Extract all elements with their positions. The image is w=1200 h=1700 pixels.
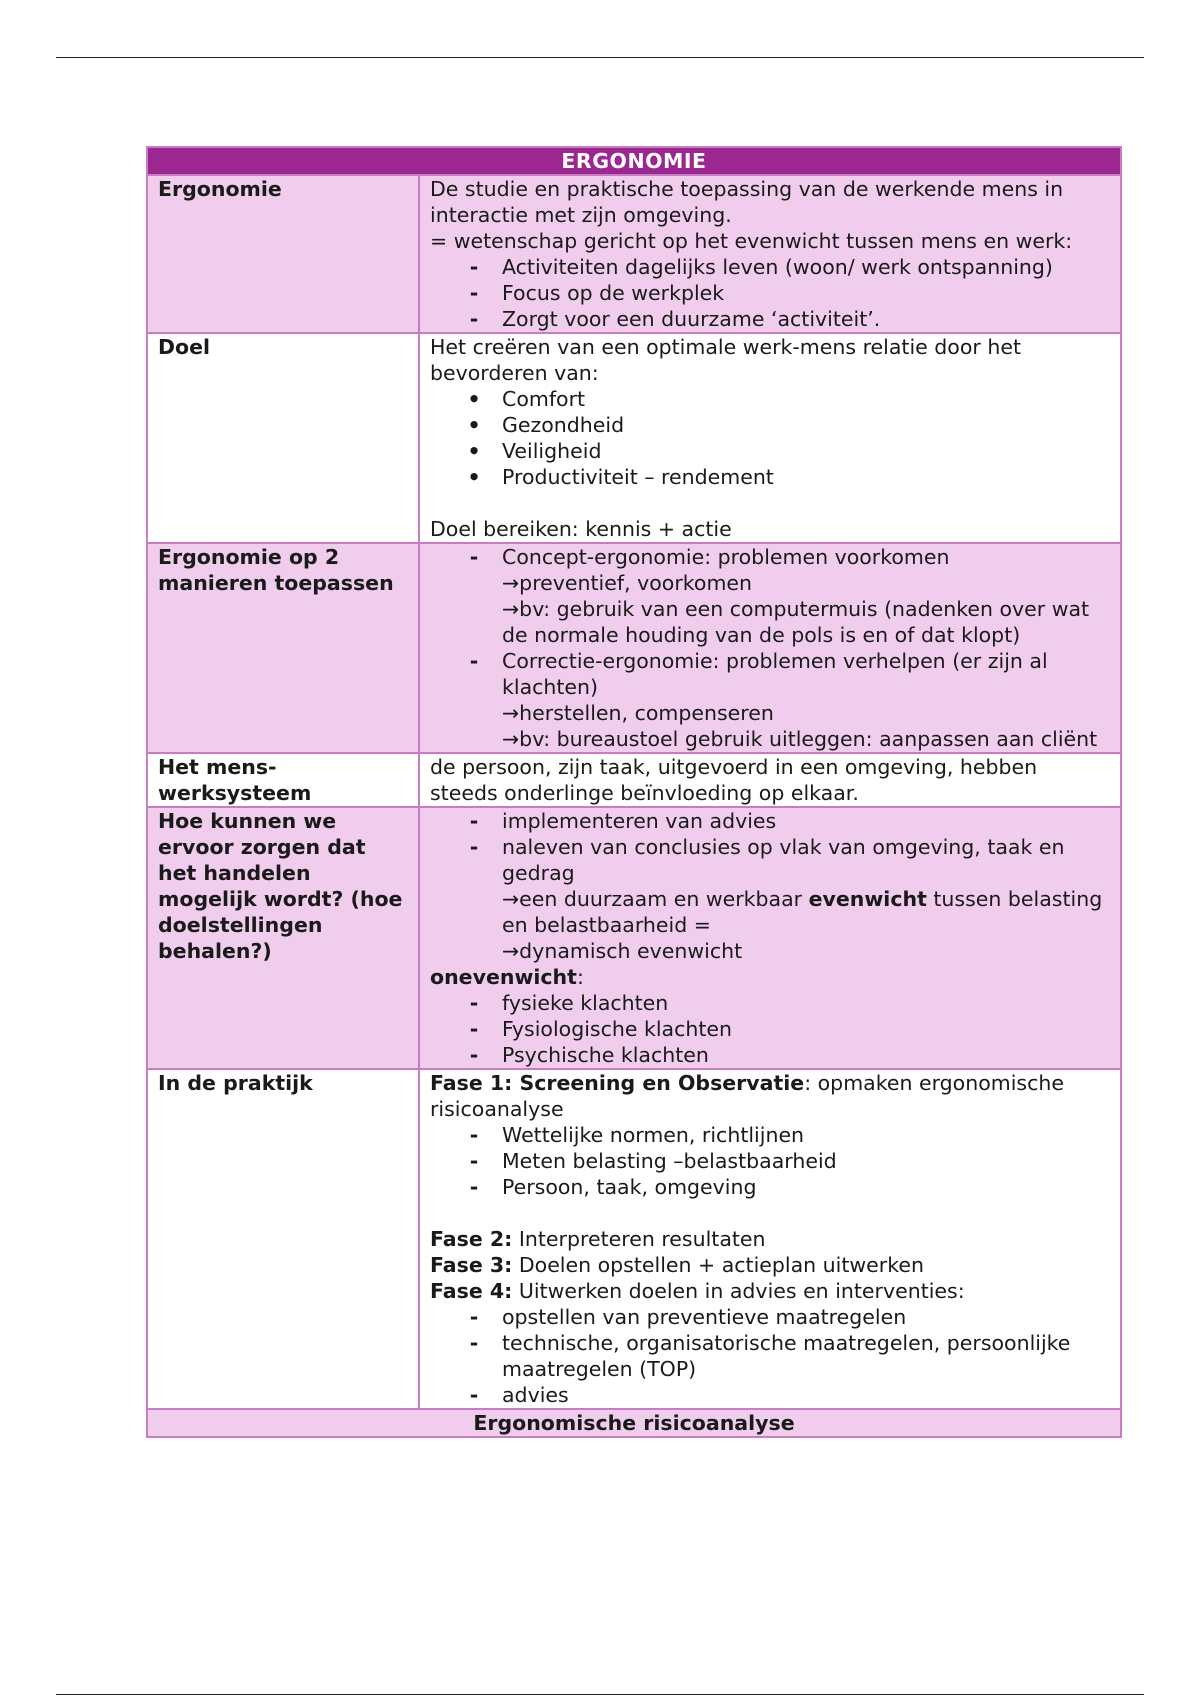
paragraph: Doel bereiken: kennis + actie: [430, 517, 732, 541]
list-item: - Psychische klachten: [430, 1042, 1110, 1068]
bullet-marker: •: [467, 387, 481, 411]
paragraph: Het creëren van een optimale werk-mens relatie door het bevorderen van:: [430, 335, 1021, 385]
dash-marker: -: [469, 255, 479, 279]
dash-list: [430, 544, 1110, 752]
ergonomie-table: [146, 146, 1122, 1438]
dash-marker: -: [469, 307, 479, 331]
dash-list: [430, 254, 1110, 332]
list-item: - Concept-ergonomie: problemen voorkomen →preventief, voorkomen →bv: gebruik van een computermuis (nadenken over wat de normale houding van de pols is en of dat klopt): [430, 544, 1110, 648]
list-item: - Wettelijke normen, richtlijnen: [430, 1122, 1110, 1148]
list-item: - technische, organisatorische maatregelen, persoonlijke maatregelen (TOP): [430, 1330, 1110, 1382]
bottom-rule: [56, 1694, 1144, 1695]
dash-marker: -: [469, 649, 479, 673]
row-label: Ergonomie: [147, 175, 419, 333]
table-row-doel: [147, 333, 1121, 543]
paragraph: De studie en praktische toepassing van de werkende mens in interactie met zijn omgeving.: [430, 177, 1064, 227]
dash-marker: -: [469, 1331, 479, 1355]
bullet-marker: •: [467, 413, 481, 437]
list-item: - implementeren van advies: [430, 808, 1110, 834]
row-content: de persoon, zijn taak, uitgevoerd in een omgeving, hebben steeds onderlinge beïnvloeding op elkaar.: [419, 753, 1121, 807]
row-content: [419, 807, 1121, 1069]
paragraph: Fase 4: Uitwerken doelen in advies en interventies:: [430, 1279, 965, 1303]
list-item: - advies: [430, 1382, 1110, 1408]
list-item: - Meten belasting –belastbaarheid: [430, 1148, 1110, 1174]
bullet-marker: •: [467, 465, 481, 489]
dash-marker: -: [469, 1175, 479, 1199]
dash-marker: -: [469, 1017, 479, 1041]
list-item: - naleven van conclusies op vlak van omgeving, taak en gedrag →een duurzaam en werkbaar evenwicht tussen belasting en belastbaarheid = →dynamisch evenwicht: [430, 834, 1110, 964]
list-item: - opstellen van preventieve maatregelen: [430, 1304, 1110, 1330]
row-content: [419, 175, 1121, 333]
dash-marker: -: [469, 545, 479, 569]
dash-marker: -: [469, 1383, 479, 1407]
row-label: In de praktijk: [147, 1069, 419, 1409]
dash-marker: -: [469, 1149, 479, 1173]
dash-marker: -: [469, 1305, 479, 1329]
list-item: • Productiviteit – rendement: [430, 464, 1110, 490]
list-item: • Comfort: [430, 386, 1110, 412]
dash-marker: -: [469, 1123, 479, 1147]
table-row-ergonomie: [147, 175, 1121, 333]
table-row-handelen: [147, 807, 1121, 1069]
list-item: - Correctie-ergonomie: problemen verhelpen (er zijn al klachten) →herstellen, compenseren →bv: bureaustoel gebruik uitleggen: aanpassen aan cliënt: [430, 648, 1110, 752]
dash-marker: -: [469, 991, 479, 1015]
list-item: • Veiligheid: [430, 438, 1110, 464]
list-item: • Gezondheid: [430, 412, 1110, 438]
row-content: [419, 1069, 1121, 1409]
dash-marker: -: [469, 281, 479, 305]
list-item: - fysieke klachten: [430, 990, 1110, 1016]
table-row-mens-werksysteem: [147, 753, 1121, 807]
dash-list: [430, 990, 1110, 1068]
paragraph: Fase 1: Screening en Observatie: opmaken ergonomische risicoanalyse: [430, 1071, 1064, 1121]
dash-list: [430, 1304, 1110, 1408]
row-label: Doel: [147, 333, 419, 543]
paragraph: onevenwicht:: [430, 965, 584, 989]
dash-list: [430, 808, 1110, 964]
paragraph: Fase 3: Doelen opstellen + actieplan uitwerken: [430, 1253, 924, 1277]
row-content: [419, 543, 1121, 753]
bullet-marker: •: [467, 439, 481, 463]
dash-list: [430, 1122, 1110, 1200]
dash-marker: -: [469, 1043, 479, 1067]
list-item: - Persoon, taak, omgeving: [430, 1174, 1110, 1200]
top-rule: [56, 57, 1144, 58]
row-label: Hoe kunnen we ervoor zorgen dat het handelen mogelijk wordt? (hoe doelstellingen behalen?): [147, 807, 419, 1069]
row-content: [419, 333, 1121, 543]
table-row-manieren: [147, 543, 1121, 753]
list-item: - Zorgt voor een duurzame ‘activiteit’.: [430, 306, 1110, 332]
dash-marker: -: [469, 809, 479, 833]
list-item: - Fysiologische klachten: [430, 1016, 1110, 1042]
table-footer: Ergonomische risicoanalyse: [147, 1409, 1121, 1437]
table-title: ERGONOMIE: [147, 147, 1121, 175]
dash-marker: -: [469, 835, 479, 859]
row-label: Het mens-werksysteem: [147, 753, 419, 807]
paragraph: Fase 2: Interpreteren resultaten: [430, 1227, 766, 1251]
bullet-list: [430, 386, 1110, 490]
paragraph: = wetenschap gericht op het evenwicht tussen mens en werk:: [430, 229, 1073, 253]
table-row-praktijk: [147, 1069, 1121, 1409]
list-item: - Focus op de werkplek: [430, 280, 1110, 306]
list-item: - Activiteiten dagelijks leven (woon/ werk ontspanning): [430, 254, 1110, 280]
row-label: Ergonomie op 2 manieren toepassen: [147, 543, 419, 753]
